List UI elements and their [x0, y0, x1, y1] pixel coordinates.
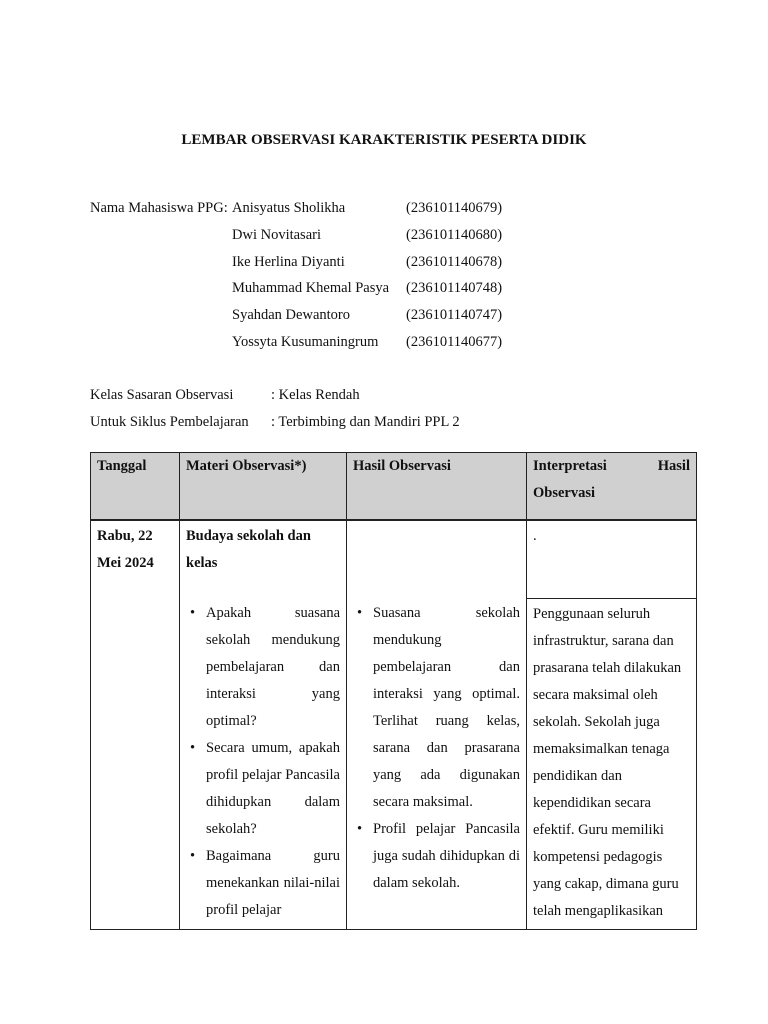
hasil-list	[353, 600, 520, 897]
siklus-label: Untuk Siklus Pembelajaran	[90, 414, 249, 430]
header-interpretasi-word-1: Interpretasi	[533, 458, 607, 474]
student-id: (236101140748)	[406, 280, 503, 297]
materi-cell	[180, 598, 347, 929]
table-header-row	[91, 453, 697, 521]
hasil-cell	[347, 598, 527, 929]
observation-table	[90, 452, 697, 930]
student-id: (236101140680)	[406, 226, 503, 243]
student-id: (236101140678)	[406, 253, 503, 270]
table-row	[91, 598, 697, 929]
student-name: Anisyatus Sholikha	[232, 200, 346, 216]
header-interpretasi-word-2: Hasil	[657, 458, 690, 474]
student-id: (236101140679)	[406, 200, 503, 216]
header-interpretasi-word-3: Observasi	[533, 485, 596, 501]
siklus-row	[90, 412, 460, 439]
topic-hasil-cell	[347, 520, 527, 598]
list-item: • Apakah suasana sekolah mendukung pembelajaran dan interaksi yang optimal?	[206, 600, 340, 735]
table-row	[91, 520, 697, 598]
student-name: Ike Herlina Diyanti	[232, 253, 345, 270]
kelas-row	[90, 385, 360, 412]
student-name: Yossyta Kusumaningrum	[232, 333, 379, 350]
siklus-value: : Terbimbing dan Mandiri PPL 2	[271, 414, 460, 430]
student-name: Muhammad Khemal Pasya	[232, 280, 390, 297]
header-materi: Materi Observasi*)	[180, 453, 347, 521]
students-label: Nama Mahasiswa PPG:	[90, 200, 228, 216]
student-name: Syahdan Dewantoro	[232, 307, 350, 324]
document-title: LEMBAR OBSERVASI KARAKTERISTIK PESERTA DIDIK	[181, 132, 587, 148]
student-id: (236101140677)	[406, 333, 503, 350]
header-tanggal: Tanggal	[91, 453, 180, 521]
header-interpretasi	[527, 453, 697, 521]
date-cell: Rabu, 22 Mei 2024	[91, 520, 180, 929]
topic-cell: Budaya sekolah dan kelas	[180, 520, 347, 598]
topic-interp-cell: .	[527, 520, 697, 598]
list-item: • Suasana sekolah mendukung pembelajaran dan interaksi yang optimal. Terlihat ruang kelas, sarana dan prasarana yang ada digunakan secara maksimal.	[373, 600, 520, 816]
list-item: • Bagaimana guru menekankan nilai-nilai profil pelajar	[206, 843, 340, 924]
student-name: Dwi Novitasari	[232, 226, 321, 243]
student-id: (236101140747)	[406, 307, 503, 324]
kelas-value: : Kelas Rendah	[271, 387, 360, 403]
materi-list	[186, 600, 340, 924]
kelas-label: Kelas Sasaran Observasi	[90, 387, 234, 403]
list-item: • Secara umum, apakah profil pelajar Pancasila dihidupkan dalam sekolah?	[206, 735, 340, 843]
interpretasi-cell: Penggunaan seluruh infrastruktur, sarana dan prasarana telah dilakukan secara maksimal oleh sekolah. Sekolah juga memaksimalkan tenaga pendidikan dan kependidikan secara efektif. Guru memiliki kompetensi pedagogis yang cakap, dimana guru telah mengaplikasikan	[527, 598, 697, 929]
list-item: • Profil pelajar Pancasila juga sudah dihidupkan di dalam sekolah.	[373, 816, 520, 897]
observation-meta	[90, 385, 460, 439]
header-hasil: Hasil Observasi	[347, 453, 527, 521]
